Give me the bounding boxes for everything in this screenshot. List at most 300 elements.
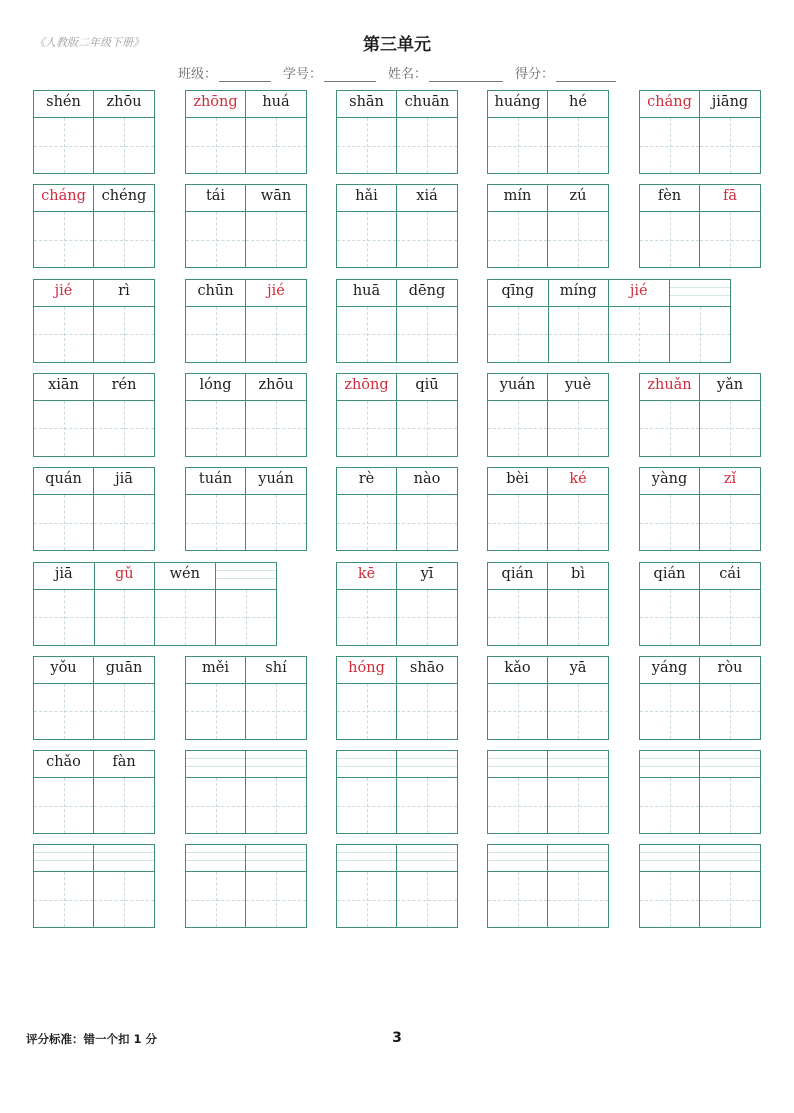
guide-line-horizontal <box>700 240 760 241</box>
name-label: 姓名： <box>388 67 428 82</box>
character-box[interactable] <box>488 590 547 645</box>
writing-cell[interactable] <box>488 374 548 456</box>
student-number-blank-line[interactable] <box>324 69 376 82</box>
word-group <box>33 279 155 363</box>
student-info-bar <box>178 63 628 82</box>
writing-cell[interactable] <box>397 91 457 173</box>
guide-line-horizontal <box>548 900 608 901</box>
character-box[interactable] <box>94 307 154 362</box>
character-box[interactable] <box>246 872 306 927</box>
writing-cell[interactable] <box>246 657 306 739</box>
guide-line-horizontal <box>700 617 760 618</box>
writing-cell[interactable] <box>640 185 700 267</box>
writing-cell[interactable] <box>548 657 608 739</box>
word-group <box>336 467 458 551</box>
writing-cell[interactable] <box>700 563 760 645</box>
character-box[interactable] <box>337 495 396 550</box>
writing-cell[interactable] <box>700 468 760 550</box>
guide-line-horizontal <box>488 806 547 807</box>
character-box[interactable] <box>397 307 457 362</box>
guide-line-horizontal <box>397 334 457 335</box>
writing-cell[interactable] <box>337 468 397 550</box>
pinyin-band <box>34 751 93 778</box>
character-box[interactable] <box>549 307 609 362</box>
character-box[interactable] <box>700 872 760 927</box>
guide-line-horizontal <box>397 900 457 901</box>
character-box[interactable] <box>94 401 154 456</box>
character-box[interactable] <box>548 872 608 927</box>
pinyin-band <box>94 468 154 495</box>
writing-cell[interactable] <box>548 563 608 645</box>
writing-cell[interactable] <box>670 280 731 362</box>
character-box[interactable] <box>397 118 457 173</box>
writing-cell[interactable] <box>700 374 760 456</box>
character-box[interactable] <box>34 590 94 645</box>
pinyin-band <box>640 657 699 684</box>
writing-cell[interactable] <box>246 468 306 550</box>
pinyin-band <box>548 845 608 872</box>
character-box[interactable] <box>397 212 457 267</box>
pinyin-band <box>34 374 93 401</box>
writing-cell[interactable] <box>397 185 457 267</box>
writing-cell[interactable] <box>397 280 457 362</box>
writing-cell[interactable] <box>337 845 397 927</box>
pinyin-band <box>95 563 155 590</box>
guide-line-horizontal <box>34 428 93 429</box>
writing-cell[interactable] <box>94 374 154 456</box>
word-group <box>336 184 458 268</box>
character-box[interactable] <box>246 401 306 456</box>
character-box[interactable] <box>216 590 277 645</box>
word-group <box>487 844 609 928</box>
pinyin-band <box>186 91 245 118</box>
guide-line-horizontal <box>548 146 608 147</box>
word-group <box>185 184 307 268</box>
character-box[interactable] <box>397 778 457 833</box>
name-blank-line[interactable] <box>429 69 503 82</box>
writing-cell[interactable] <box>94 751 154 833</box>
character-box[interactable] <box>34 778 93 833</box>
character-box[interactable] <box>488 872 547 927</box>
character-box[interactable] <box>337 684 396 739</box>
score-blank-line[interactable] <box>556 69 616 82</box>
writing-cell[interactable] <box>640 751 700 833</box>
writing-cell[interactable] <box>34 563 95 645</box>
pinyin-label: chǎo <box>46 754 81 771</box>
writing-cell[interactable] <box>397 845 457 927</box>
character-box[interactable] <box>640 212 699 267</box>
class-field[interactable] <box>178 63 271 82</box>
writing-cell[interactable] <box>34 468 94 550</box>
writing-cell[interactable] <box>488 280 549 362</box>
name-field[interactable] <box>388 63 503 82</box>
character-box[interactable] <box>34 212 93 267</box>
guide-line-horizontal <box>700 900 760 901</box>
writing-cell[interactable] <box>548 185 608 267</box>
character-box[interactable] <box>488 401 547 456</box>
writing-cell[interactable] <box>397 374 457 456</box>
guide-line-horizontal <box>397 711 457 712</box>
pinyin-label-highlight: cháng <box>647 94 692 110</box>
pinyin-band <box>94 751 154 778</box>
pinyin-label: rè <box>358 471 375 488</box>
word-group <box>185 844 307 928</box>
character-box[interactable] <box>700 684 760 739</box>
writing-cell[interactable] <box>488 185 548 267</box>
character-box[interactable] <box>94 212 154 267</box>
writing-cell[interactable] <box>246 185 306 267</box>
pinyin-label: huā <box>352 282 381 299</box>
writing-cell[interactable] <box>246 374 306 456</box>
writing-cell[interactable] <box>548 468 608 550</box>
writing-cell[interactable] <box>186 751 246 833</box>
writing-cell[interactable] <box>186 185 246 267</box>
pinyin-label: ròu <box>717 659 743 676</box>
guide-line-horizontal <box>95 617 155 618</box>
pinyin-label: quán <box>45 471 82 488</box>
character-box[interactable] <box>186 212 245 267</box>
guide-line-horizontal <box>34 806 93 807</box>
writing-cell[interactable] <box>548 374 608 456</box>
writing-cell[interactable] <box>397 657 457 739</box>
character-box[interactable] <box>700 590 760 645</box>
writing-cell[interactable] <box>34 657 94 739</box>
writing-cell[interactable] <box>397 468 457 550</box>
character-box[interactable] <box>186 307 245 362</box>
character-box[interactable] <box>337 401 396 456</box>
guide-line-horizontal <box>186 806 245 807</box>
writing-cell[interactable] <box>700 185 760 267</box>
writing-cell[interactable] <box>488 563 548 645</box>
character-box[interactable] <box>186 684 245 739</box>
pinyin-band <box>640 185 699 212</box>
writing-cell[interactable] <box>34 91 94 173</box>
pinyin-band <box>700 91 760 118</box>
guide-line-horizontal <box>488 334 548 335</box>
pinyin-label: yàng <box>651 471 688 488</box>
guide-line-horizontal <box>94 240 154 241</box>
character-box[interactable] <box>246 118 306 173</box>
character-box[interactable] <box>94 118 154 173</box>
pinyin-band <box>488 751 547 778</box>
character-box[interactable] <box>337 118 396 173</box>
student-number-label: 学号： <box>283 67 323 82</box>
character-box[interactable] <box>34 307 93 362</box>
writing-cell[interactable] <box>488 845 548 927</box>
guide-line-horizontal <box>186 711 245 712</box>
writing-cell[interactable] <box>94 657 154 739</box>
class-blank-line[interactable] <box>219 69 271 82</box>
character-box[interactable] <box>488 778 547 833</box>
pinyin-band <box>34 845 93 872</box>
pinyin-label: yuán <box>258 471 294 488</box>
writing-cell[interactable] <box>488 468 548 550</box>
character-box[interactable] <box>700 212 760 267</box>
character-box[interactable] <box>337 212 396 267</box>
guide-line-horizontal <box>337 146 396 147</box>
pinyin-label: chuān <box>404 94 450 110</box>
word-group <box>33 562 277 646</box>
guide-line-horizontal <box>548 617 608 618</box>
scoring-rule: 评分标准：错一个扣 1 分 <box>26 1032 158 1046</box>
pinyin-band <box>216 563 277 590</box>
character-box[interactable] <box>488 684 547 739</box>
character-box[interactable] <box>548 684 608 739</box>
writing-cell[interactable] <box>337 751 397 833</box>
character-box[interactable] <box>246 212 306 267</box>
pinyin-label: chéng <box>101 188 147 205</box>
pinyin-band <box>548 563 608 590</box>
writing-cell[interactable] <box>34 751 94 833</box>
character-box[interactable] <box>94 872 154 927</box>
word-group <box>33 373 155 457</box>
writing-cell[interactable] <box>700 751 760 833</box>
writing-cell[interactable] <box>337 91 397 173</box>
score-label: 得分： <box>515 67 555 82</box>
guide-line-horizontal <box>700 523 760 524</box>
character-box[interactable] <box>34 684 93 739</box>
pinyin-label: lóng <box>199 376 232 393</box>
writing-cell[interactable] <box>246 751 306 833</box>
pinyin-band <box>548 657 608 684</box>
pinyin-label: qīng <box>501 282 535 299</box>
pinyin-band <box>155 563 215 590</box>
character-box[interactable] <box>640 495 699 550</box>
pinyin-label: rì <box>118 282 130 299</box>
writing-cell[interactable] <box>640 91 700 173</box>
pinyin-band <box>700 845 760 872</box>
guide-line-horizontal <box>337 711 396 712</box>
character-box[interactable] <box>640 778 699 833</box>
writing-cell[interactable] <box>640 845 700 927</box>
word-group <box>336 373 458 457</box>
word-group <box>487 656 609 740</box>
character-box[interactable] <box>548 401 608 456</box>
character-box[interactable] <box>246 307 306 362</box>
writing-cell[interactable] <box>94 845 154 927</box>
character-box[interactable] <box>700 401 760 456</box>
writing-cell[interactable] <box>186 657 246 739</box>
pinyin-band <box>246 185 306 212</box>
student-number-field[interactable] <box>283 63 376 82</box>
character-box[interactable] <box>34 118 93 173</box>
character-box[interactable] <box>34 401 93 456</box>
character-box[interactable] <box>94 684 154 739</box>
pinyin-band <box>488 374 547 401</box>
guide-line-horizontal <box>488 240 547 241</box>
character-box[interactable] <box>246 684 306 739</box>
writing-cell[interactable] <box>549 280 610 362</box>
writing-cell[interactable] <box>186 280 246 362</box>
writing-cell[interactable] <box>186 374 246 456</box>
guide-line-horizontal <box>640 240 699 241</box>
writing-cell[interactable] <box>548 845 608 927</box>
writing-cell[interactable] <box>246 280 306 362</box>
character-box[interactable] <box>246 778 306 833</box>
pinyin-band <box>94 657 154 684</box>
guide-line-horizontal <box>488 146 547 147</box>
character-box[interactable] <box>94 495 154 550</box>
writing-cell[interactable] <box>94 468 154 550</box>
pinyin-band <box>700 185 760 212</box>
word-group <box>639 184 761 268</box>
writing-cell[interactable] <box>609 280 670 362</box>
writing-cell[interactable] <box>640 468 700 550</box>
writing-cell[interactable] <box>700 845 760 927</box>
character-box[interactable] <box>609 307 669 362</box>
character-box[interactable] <box>337 307 396 362</box>
character-box[interactable] <box>186 778 245 833</box>
pinyin-label: fèn <box>657 188 682 205</box>
guide-line-horizontal <box>488 617 547 618</box>
character-box[interactable] <box>548 495 608 550</box>
character-box[interactable] <box>700 495 760 550</box>
writing-cell[interactable] <box>186 845 246 927</box>
writing-cell[interactable] <box>34 374 94 456</box>
writing-cell[interactable] <box>94 185 154 267</box>
writing-cell[interactable] <box>548 91 608 173</box>
writing-cell[interactable] <box>337 185 397 267</box>
guide-line-horizontal <box>670 334 731 335</box>
character-box[interactable] <box>94 778 154 833</box>
character-box[interactable] <box>155 590 215 645</box>
character-box[interactable] <box>34 495 93 550</box>
pinyin-band <box>609 280 669 307</box>
writing-cell[interactable] <box>640 374 700 456</box>
character-box[interactable] <box>186 495 245 550</box>
writing-cell[interactable] <box>34 280 94 362</box>
writing-cell[interactable] <box>94 91 154 173</box>
pinyin-label: rén <box>111 376 137 393</box>
pinyin-label: guān <box>105 659 143 676</box>
guide-line-horizontal <box>246 146 306 147</box>
pinyin-label-highlight: jié <box>267 282 285 299</box>
writing-cell[interactable] <box>337 657 397 739</box>
word-group <box>336 279 458 363</box>
pinyin-band <box>337 563 396 590</box>
character-box[interactable] <box>488 495 547 550</box>
character-box[interactable] <box>640 118 699 173</box>
character-box[interactable] <box>700 118 760 173</box>
writing-cell[interactable] <box>640 657 700 739</box>
writing-cell[interactable] <box>488 751 548 833</box>
character-box[interactable] <box>548 590 608 645</box>
writing-cell[interactable] <box>34 185 94 267</box>
score-field[interactable] <box>515 63 616 82</box>
pinyin-label: xiá <box>416 188 438 205</box>
pinyin-band <box>488 91 547 118</box>
writing-cell[interactable] <box>94 280 154 362</box>
character-box[interactable] <box>397 590 457 645</box>
writing-cell[interactable] <box>700 91 760 173</box>
character-box[interactable] <box>397 684 457 739</box>
pinyin-label: jiā <box>54 565 73 582</box>
character-box[interactable] <box>700 778 760 833</box>
writing-cell[interactable] <box>337 563 397 645</box>
character-box[interactable] <box>186 872 245 927</box>
character-box[interactable] <box>640 590 699 645</box>
pinyin-band <box>640 751 699 778</box>
page-number: 3 <box>392 1030 402 1046</box>
writing-cell[interactable] <box>337 374 397 456</box>
pinyin-band <box>640 374 699 401</box>
writing-cell[interactable] <box>488 91 548 173</box>
word-group <box>639 562 761 646</box>
pinyin-band <box>34 563 94 590</box>
guide-line-horizontal <box>94 428 154 429</box>
pinyin-label: shí <box>265 659 287 676</box>
pinyin-label: hǎi <box>355 188 378 205</box>
word-group <box>639 750 761 834</box>
writing-cell[interactable] <box>186 91 246 173</box>
word-group <box>33 656 155 740</box>
writing-cell[interactable] <box>488 657 548 739</box>
writing-cell[interactable] <box>95 563 156 645</box>
writing-cell[interactable] <box>155 563 216 645</box>
character-box[interactable] <box>548 212 608 267</box>
character-box[interactable] <box>95 590 155 645</box>
pinyin-band <box>548 91 608 118</box>
guide-line-horizontal <box>34 617 94 618</box>
guide-line-horizontal <box>34 334 93 335</box>
writing-cell[interactable] <box>640 563 700 645</box>
word-group <box>336 844 458 928</box>
writing-cell[interactable] <box>397 563 457 645</box>
word-group <box>487 279 731 363</box>
character-box[interactable] <box>488 118 547 173</box>
character-box[interactable] <box>186 118 245 173</box>
guide-line-horizontal <box>34 900 93 901</box>
character-box[interactable] <box>337 872 396 927</box>
writing-cell[interactable] <box>337 280 397 362</box>
character-box[interactable] <box>670 307 731 362</box>
character-box[interactable] <box>337 590 396 645</box>
character-box[interactable] <box>186 401 245 456</box>
character-box[interactable] <box>397 495 457 550</box>
character-box[interactable] <box>640 872 699 927</box>
pinyin-label: shén <box>46 94 81 110</box>
character-box[interactable] <box>337 778 396 833</box>
word-group <box>336 562 458 646</box>
pinyin-label: qiū <box>415 376 439 393</box>
pinyin-band <box>700 657 760 684</box>
pinyin-band <box>94 845 154 872</box>
writing-cell[interactable] <box>186 468 246 550</box>
character-box[interactable] <box>246 495 306 550</box>
pinyin-label-highlight: ké <box>569 471 587 488</box>
pinyin-band <box>186 468 245 495</box>
writing-cell[interactable] <box>397 751 457 833</box>
character-box[interactable] <box>640 684 699 739</box>
character-box[interactable] <box>548 118 608 173</box>
writing-cell[interactable] <box>246 91 306 173</box>
character-box[interactable] <box>34 872 93 927</box>
character-box[interactable] <box>640 401 699 456</box>
character-box[interactable] <box>397 872 457 927</box>
pinyin-band <box>186 751 245 778</box>
writing-cell[interactable] <box>246 845 306 927</box>
character-box[interactable] <box>548 778 608 833</box>
writing-cell[interactable] <box>216 563 277 645</box>
character-box[interactable] <box>488 212 547 267</box>
writing-cell[interactable] <box>700 657 760 739</box>
pinyin-band <box>397 751 457 778</box>
character-box[interactable] <box>488 307 548 362</box>
guide-line-horizontal <box>94 806 154 807</box>
writing-cell[interactable] <box>548 751 608 833</box>
writing-cell[interactable] <box>34 845 94 927</box>
character-box[interactable] <box>397 401 457 456</box>
